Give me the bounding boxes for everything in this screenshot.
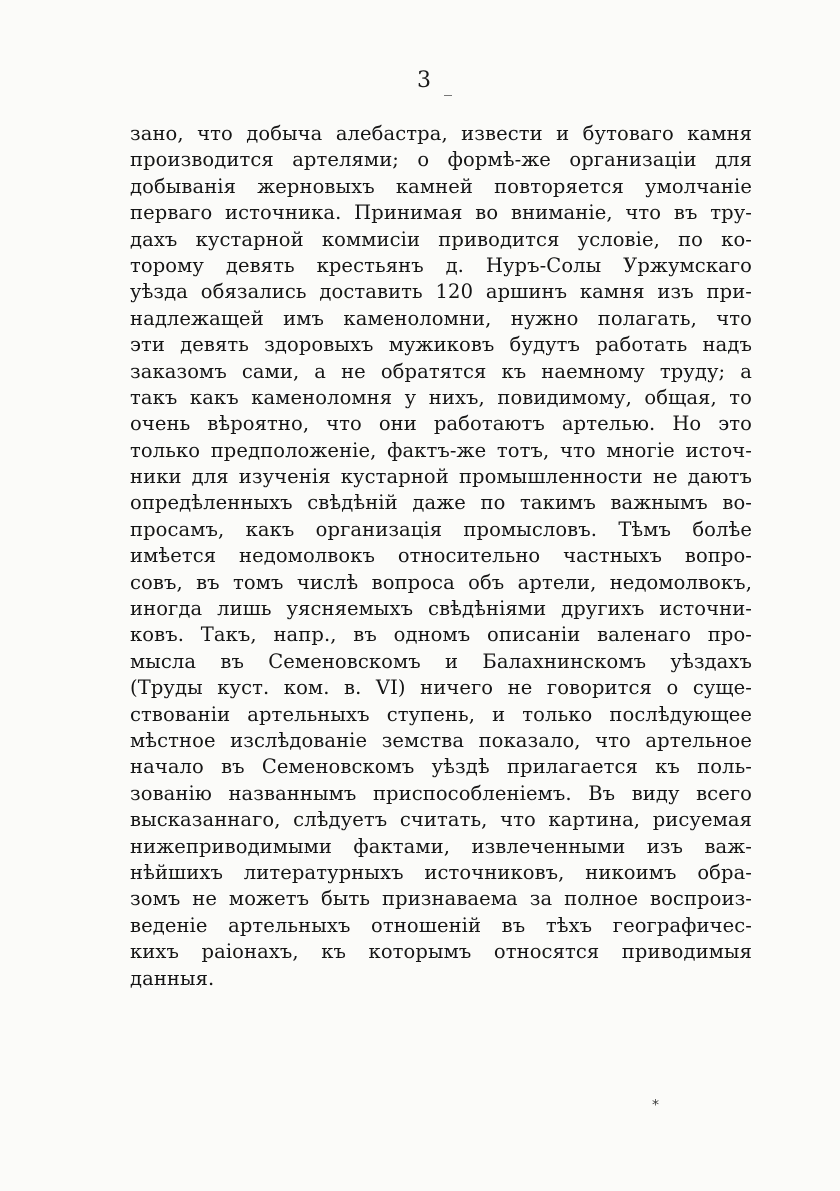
text-line: очень вѣроятно, что они работаютъ артелью. Но это: [130, 412, 752, 436]
text-line: производится артелями; о формѣ-же организаціи для: [130, 148, 752, 172]
text-line: мысла въ Семеновскомъ и Балахнинскомъ уѣздахъ: [130, 649, 752, 673]
text-line: перваго источника. Принимая во вниманіе, что въ тру-: [130, 201, 752, 225]
text-line-last: данныя.: [130, 966, 215, 990]
text-line: кихъ раіонахъ, къ которымъ относятся приводимыя: [130, 940, 752, 964]
text-line: надлежащей имъ каменоломни, нужно полагать, что: [130, 306, 752, 330]
text-line: такъ какъ каменоломня у нихъ, повидимому, общая, то: [130, 385, 752, 409]
text-line: добыванія жерновыхъ камней повторяется умолчаніе: [130, 174, 752, 198]
body-text: [130, 121, 752, 992]
text-line: опредѣленныхъ свѣдѣній даже по такимъ важнымъ во-: [130, 491, 752, 515]
text-line: зованію названнымъ приспособленіемъ. Въ виду всего: [130, 781, 752, 805]
page-number: 3: [417, 68, 431, 93]
text-line: иногда лишь уясняемыхъ свѣдѣніями другихъ источни-: [130, 597, 752, 621]
text-line: (Труды куст. ком. в. VI) ничего не говорится о суще-: [130, 676, 752, 700]
text-line: торому девять крестьянъ д. Нуръ-Солы Уржумскаго: [130, 253, 752, 277]
page-number-mark: [444, 95, 452, 96]
text-line: совъ, въ томъ числѣ вопроса объ артели, недомолвокъ,: [130, 570, 752, 594]
text-line: эти девять здоровыхъ мужиковъ будутъ работать надъ: [130, 333, 752, 357]
footer-asterisk-mark: ⁎: [652, 1093, 659, 1109]
text-line: дахъ кустарной коммисіи приводится условіе, по ко-: [130, 227, 752, 251]
text-line: нижеприводимыми фактами, извлеченными изъ важ-: [130, 834, 752, 858]
text-line: начало въ Семеновскомъ уѣздѣ прилагается къ поль-: [130, 755, 752, 779]
text-line: уѣзда обязались доставить 120 аршинъ камня изъ при-: [130, 280, 752, 304]
text-line: зано, что добыча алебастра, извести и бутоваго камня: [130, 122, 752, 145]
text-line: ковъ. Такъ, напр., въ одномъ описаніи валенаго про-: [130, 623, 752, 647]
text-line: мѣстное изслѣдованіе земства показало, что артельное: [130, 728, 752, 752]
text-line: имѣется недомолвокъ относительно частныхъ вопро-: [130, 544, 752, 568]
text-line: просамъ, какъ организація промысловъ. Тѣмъ болѣе: [130, 517, 752, 541]
text-line: нѣйшихъ литературныхъ источниковъ, никоимъ обра-: [130, 860, 752, 884]
text-line: зомъ не можетъ быть признаваема за полное воспроиз-: [130, 887, 752, 911]
text-line: ствованіи артельныхъ ступень, и только послѣдующее: [130, 702, 752, 726]
text-line: только предположеніе, фактъ-же тотъ, что многіе источ-: [130, 438, 752, 462]
text-line: ники для изученія кустарной промышленности не даютъ: [130, 465, 752, 489]
text-line: высказаннаго, слѣдуетъ считать, что картина, рисуемая: [130, 808, 752, 832]
text-line: веденіе артельныхъ отношеній въ тѣхъ географичес-: [130, 913, 752, 937]
text-line: заказомъ сами, а не обратятся къ наемному труду; а: [130, 359, 752, 383]
